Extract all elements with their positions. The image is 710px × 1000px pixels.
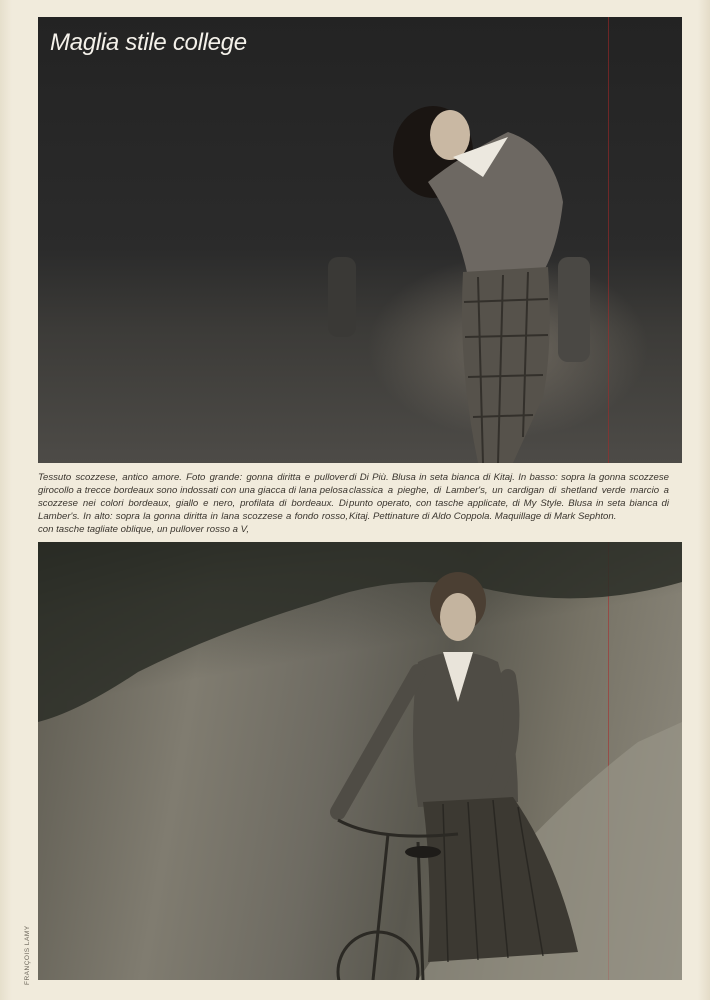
frame — [418, 842, 423, 980]
caption-right: di Di Più. Blusa in seta bianca di Kitaj. In basso: sopra la gonna scozzese classica a pieghe, di Lamber's, un cardigan di shetland verde marcio a punto operato, con tasche applicate, di My Style. Blusa in seta bianca di Kitaj. Pettinature di Aldo Coppola. Maquillage di Mark Sephton. — [349, 472, 669, 522]
face — [430, 110, 470, 160]
face-bottom — [440, 593, 476, 641]
top-photo-scene — [38, 17, 682, 463]
fork — [373, 834, 388, 980]
bottom-photo — [38, 542, 682, 980]
pillar-left — [328, 257, 356, 337]
foliage — [38, 542, 682, 722]
bottom-photo-scene — [38, 542, 682, 980]
arm-left — [338, 672, 418, 812]
pillar-right — [558, 257, 590, 362]
caption-left: Tessuto scozzese, antico amore. Foto grande: gonna diritta e pullover girocollo a trecce bordeaux sono indossati con una giacca di lana pelosa scozzese nei colori bordeaux, giallo e nero, profilata di bordeaux. Di Lamber's. In alto: sopra la gonna diritta in lana scozzese a fondo rosso, con tasche tagliate oblique, un pullover rosso a V, — [38, 472, 348, 535]
plaid-skirt — [462, 267, 550, 463]
photo-credit: FRANÇOIS LAMY — [24, 925, 31, 985]
saddle — [405, 846, 441, 858]
top-photo — [38, 17, 682, 463]
article-title: Maglia stile college — [50, 29, 247, 56]
